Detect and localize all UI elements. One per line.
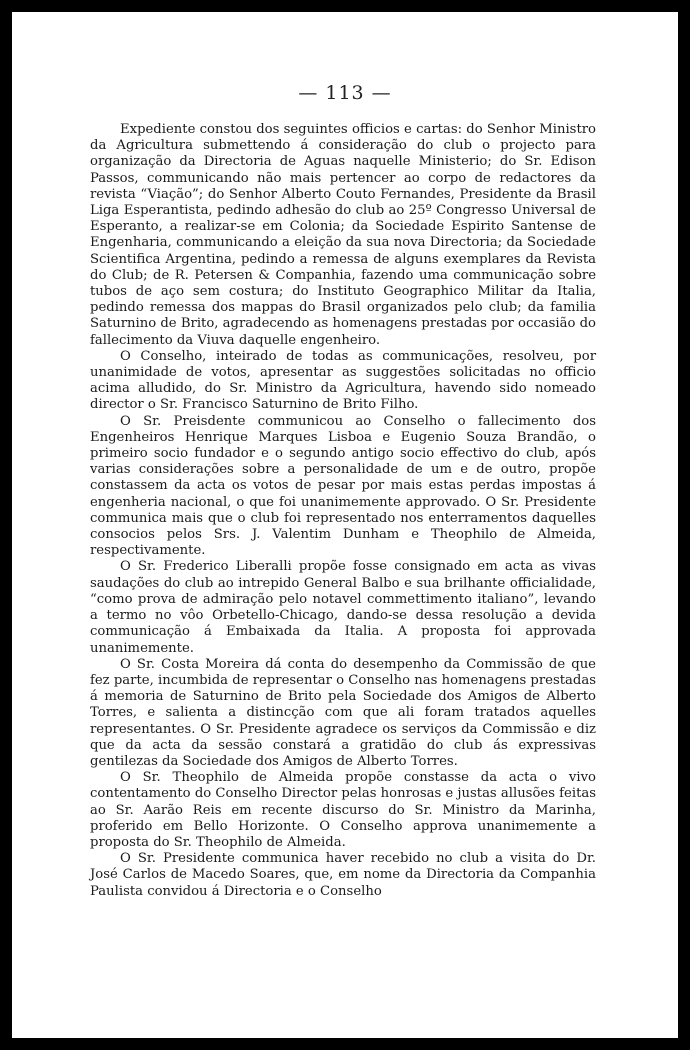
paragraph: O Sr. Presidente communica haver recebido no club a visita do Dr. José Carlos de Macedo Soares, que, em nome da Directoria da Companhia Paulista convidou á Directoria e o Conselho xyxy=(90,851,596,899)
paragraph: O Conselho, inteirado de todas as communicações, resolveu, por unanimidade de votos, apresentar as suggestões solicitadas no officio acima alludido, do Sr. Ministro da Agricultura, havendo sido nomeado director o Sr. Francisco Saturnino de Brito Filho. xyxy=(90,348,596,413)
paragraph: O Sr. Preisdente communicou ao Conselho o fallecimento dos Engenheiros Henrique Marques Lisboa e Eugenio Souza Brandão, o primeiro socio fundador e o segundo antigo socio effectivo do club, após varias considerações sobre a personalidade de um e de outro, propõe constassem da acta os votos de pesar por mais estas perdas impostas á engenheria nacional, o que foi unanimemente approvado. O Sr. Presidente communica mais que o club foi representado nos enterramentos daquelles consocios pelos Srs. J. Valentim Dunham e Theophilo de Almeida, respectivamente. xyxy=(90,413,596,559)
body-text xyxy=(90,122,596,900)
paragraph: Expediente constou dos seguintes officios e cartas: do Senhor Ministro da Agricultura submettendo á consideração do club o projecto para organização da Directoria de Aguas naquelle Ministerio; do Sr. Edison Passos, communicando não mais pertencer ao corpo de redactores da revista “Viação”; do Senhor Alberto Couto Fernandes, Presidente da Brasil Liga Esperantista, pedindo adhesão do club ao 25º Congresso Universal de Esperanto, a realizar-se em Colonia; da Sociedade Espirito Santense de Engenharia, communicando a eleição da sua nova Directoria; da Sociedade Scientifica Argentina, pedindo a remessa de alguns exemplares da Revista do Club; de R. Petersen & Companhia, fazendo uma communicação sobre tubos de aço sem costura; do Instituto Geographico Militar da Italia, pedindo remessa dos mappas do Brasil organizados pelo club; da familia Saturnino de Brito, agradecendo as homenagens prestadas por occasião do fallecimento da Viuva daquelle engenheiro. xyxy=(90,122,596,348)
scanned-page xyxy=(12,12,678,1038)
paragraph: O Sr. Costa Moreira dá conta do desempenho da Commissão de que fez parte, incumbida de representar o Conselho nas homenagens prestadas á memoria de Saturnino de Brito pela Sociedade dos Amigos de Alberto Torres, e salienta a distincção com que ali foram tratados aquelles representantes. O Sr. Presidente agradece os serviços da Commissão e diz que da acta da sessão constará a gratidão do club ás expressivas gentilezas da Sociedade dos Amigos de Alberto Torres. xyxy=(90,656,596,769)
paragraph: O Sr. Frederico Liberalli propõe fosse consignado em acta as vivas saudações do club ao intrepido General Balbo e sua brilhante officialidade, “como prova de admiração pelo notavel commettimento italiano”, levando a termo no vôo Orbetello-Chicago, dando-se dessa resolução a devida communicação á Embaixada da Italia. A proposta foi approvada unanimemente. xyxy=(90,559,596,656)
paragraph: O Sr. Theophilo de Almeida propõe constasse da acta o vivo contentamento do Conselho Director pelas honrosas e justas allusões feitas ao Sr. Aarão Reis em recente discurso do Sr. Ministro da Marinha, proferido em Bello Horizonte. O Conselho approva unanimemente a proposta do Sr. Theophilo de Almeida. xyxy=(90,770,596,850)
page-number: — 113 — xyxy=(298,82,392,104)
